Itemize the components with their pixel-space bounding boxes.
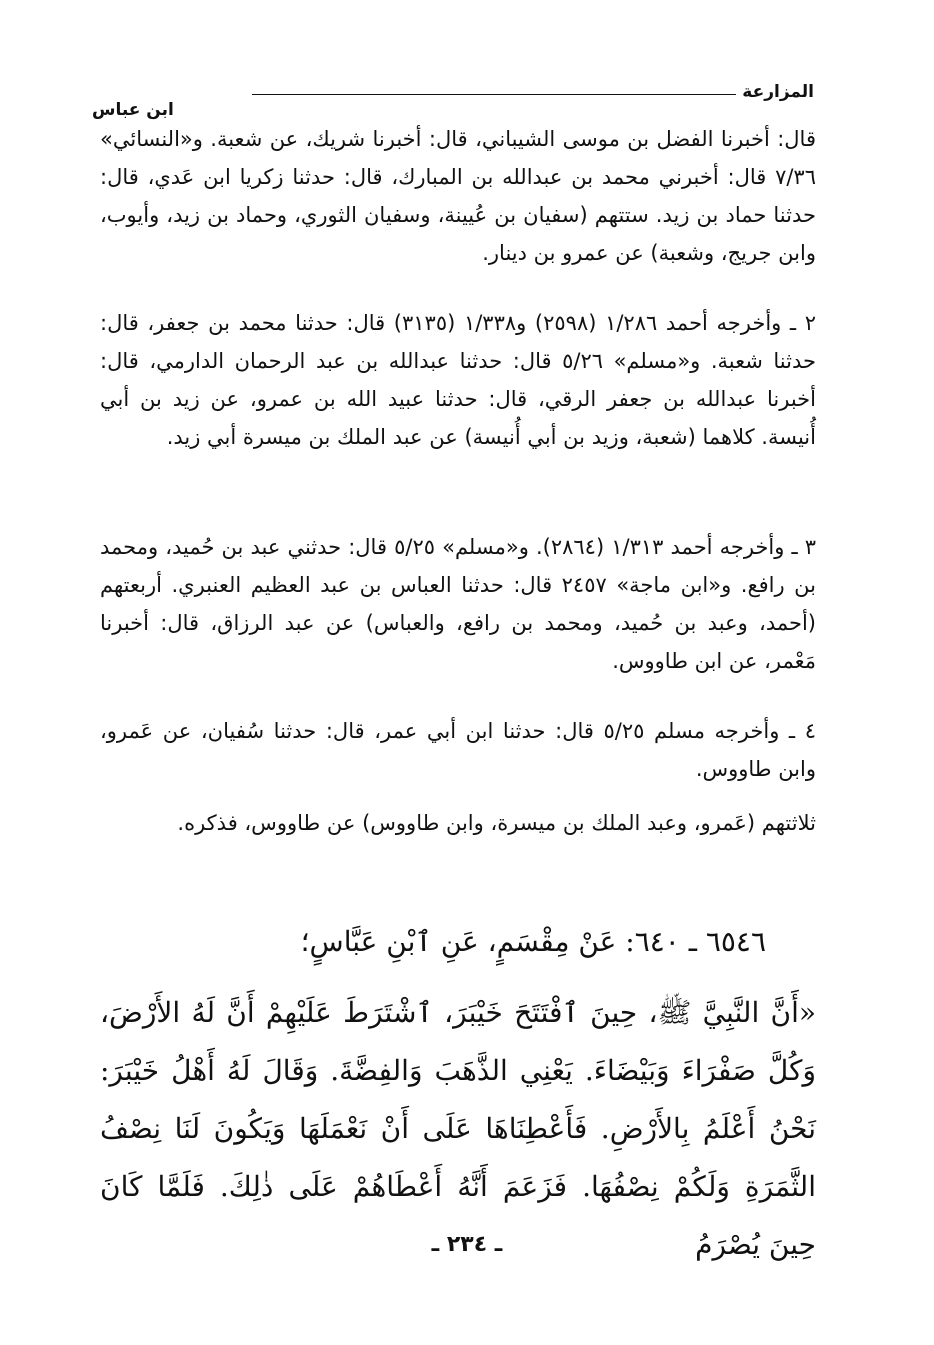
hadith-text: «أَنَّ النَّبِيَّ ﷺ، حِينَ ٱفْتَتَحَ خَيْبَرَ، ٱشْتَرَطَ عَلَيْهِمْ أَنَّ لَهُ الأَرْضَ، وَكُلَّ صَفْرَاءَ وَبَيْضَاءَ. يَعْنِي الذَّهَبَ وَالفِضَّةَ. وَقَالَ لَهُ أَهْلُ خَيْبَرَ: نَحْنُ أَعْلَمُ بِالأَرْضِ. فَأَعْطِنَاهَا عَلَى أَنْ نَعْمَلَهَا وَيَكُونَ لَنَا نِصْفُ الثَّمَرَةِ وَلَكُمْ نِصْفُهَا. فَزَعَمَ أَنَّهُ أَعْطَاهُمْ عَلَى ذٰلِكَ. فَلَمَّا كَانَ حِينَ يُصْرَمُ <box>100 996 816 1261</box>
page-number: ـ ٢٣٤ ـ <box>431 1232 503 1257</box>
footnote-paragraph: قال: أخبرنا الفضل بن موسى الشيباني، قال: أخبرنا شريك، عن شعبة. و«النسائي» ٧/٣٦ قال: أخبرني محمد بن عبدالله بن المبارك، قال: حدثنا زكريا ابن عَدي، قال: حدثنا حماد بن زيد. ستتهم (سفيان بن عُيينة، وسفيان الثوري، وحماد بن زيد، وأيوب، وابن جريج، وشعبة) عن عمرو بن دينار. <box>100 127 816 265</box>
footnote-paragraph: ٣ ـ وأخرجه أحمد ١/٣١٣ (٢٨٦٤). و«مسلم» ٥/٢٥ قال: حدثني عبد بن حُميد، ومحمد بن رافع. و«ابن ماجة» ٢٤٥٧ قال: حدثنا العباس بن عبد العظيم العنبري. أربعتهم (أحمد، وعبد بن حُميد، ومحمد بن رافع، والعباس) عن عبد الرزاق، قال: أخبرنا مَعْمر، عن ابن طاووس. <box>100 535 816 673</box>
header-rule <box>252 94 736 95</box>
footnote-paragraph: ٢ ـ وأخرجه أحمد ١/٢٨٦ (٢٥٩٨) و١/٣٣٨ (٣١٣٥) قال: حدثنا محمد بن جعفر، قال: حدثنا شعبة. و«مسلم» ٥/٢٦ قال: حدثنا عبدالله بن عبد الرحمان الدارمي، قال: أخبرنا عبدالله بن جعفر الرقي، قال: حدثنا عبيد الله بن عمرو، عن زيد بن أبي أُنيسة. كلاهما (شعبة، وزيد بن أبي أُنيسة) عن عبد الملك بن ميسرة أبي زيد. <box>100 311 816 449</box>
header-narrator: ابن عباس <box>92 100 174 120</box>
footnote-paragraph: ٤ ـ وأخرجه مسلم ٥/٢٥ قال: حدثنا ابن أبي عمر، قال: حدثنا سُفيان، عن عَمرو، وابن طاووس. <box>100 719 816 781</box>
footnote-paragraph: ثلاثتهم (عَمرو، وعبد الملك بن ميسرة، وابن طاووس) عن طاووس، فذكره. <box>177 811 816 835</box>
hadith-heading: ٦٥٤٦ ـ ٦٤٠: عَنْ مِقْسَمٍ، عَنِ ٱبْنِ عَبَّاسٍ؛ <box>300 925 766 958</box>
running-header <box>92 82 814 124</box>
header-chapter-title: المزارعة <box>742 82 814 102</box>
